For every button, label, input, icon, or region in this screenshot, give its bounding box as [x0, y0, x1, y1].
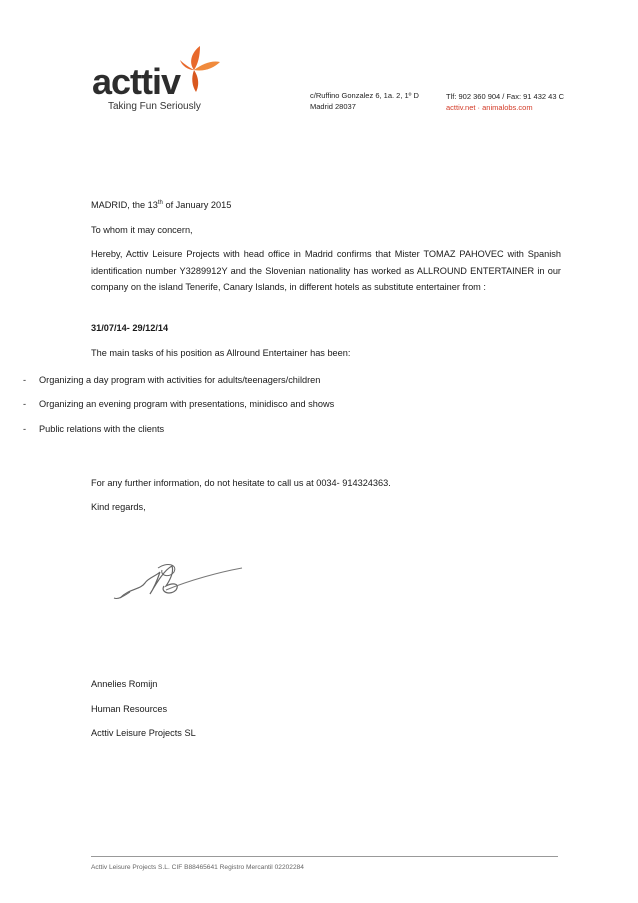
company-address — [310, 91, 419, 112]
address-line-2: Madrid 28037 — [310, 102, 356, 111]
footer-registration: Acttiv Leisure Projects S.L. CIF B88465641 Registro Mercantil 02202284 — [91, 864, 304, 871]
salutation: To whom it may concern, — [91, 225, 193, 235]
signer-company: Acttiv Leisure Projects SL — [91, 728, 196, 738]
handwritten-signature — [100, 548, 250, 608]
website-line: acttiv.net · animalobs.com — [446, 103, 533, 112]
company-contact — [446, 91, 564, 113]
tasks-intro: The main tasks of his position as Allround Entertainer has been: — [91, 348, 351, 358]
footer-divider — [91, 856, 558, 857]
phone-fax-line: Tlf: 902 360 904 / Fax: 91 432 43 C — [446, 92, 564, 101]
signer-title: Human Resources — [91, 704, 168, 714]
logo-tagline: Taking Fun Seriously — [108, 101, 201, 112]
employment-period: 31/07/14- 29/12/14 — [91, 323, 169, 333]
further-info: For any further information, do not hesitate to call us at 0034- 914324363. — [91, 478, 391, 488]
address-line-1: c/Ruffino Gonzalez 6, 1a. 2, 1º D — [310, 91, 419, 100]
company-logo — [88, 40, 228, 115]
letter-date: MADRID, the 13th of January 2015 — [91, 199, 232, 210]
signer-name: Annelies Romijn — [91, 679, 158, 689]
logo-wordmark: acttiv — [92, 61, 181, 102]
body-paragraph: Hereby, Acttiv Leisure Projects with head office in Madrid confirms that Mister TOMAZ PAHOVEC with Spanish identification number Y3289912Y and the Slovenian nationality has worked as ALLROUND ENTERTAINER in our company on the island Tenerife, Canary Islands, in different hotels as substitute entertainer from : — [91, 249, 561, 292]
closing: Kind regards, — [91, 502, 146, 512]
